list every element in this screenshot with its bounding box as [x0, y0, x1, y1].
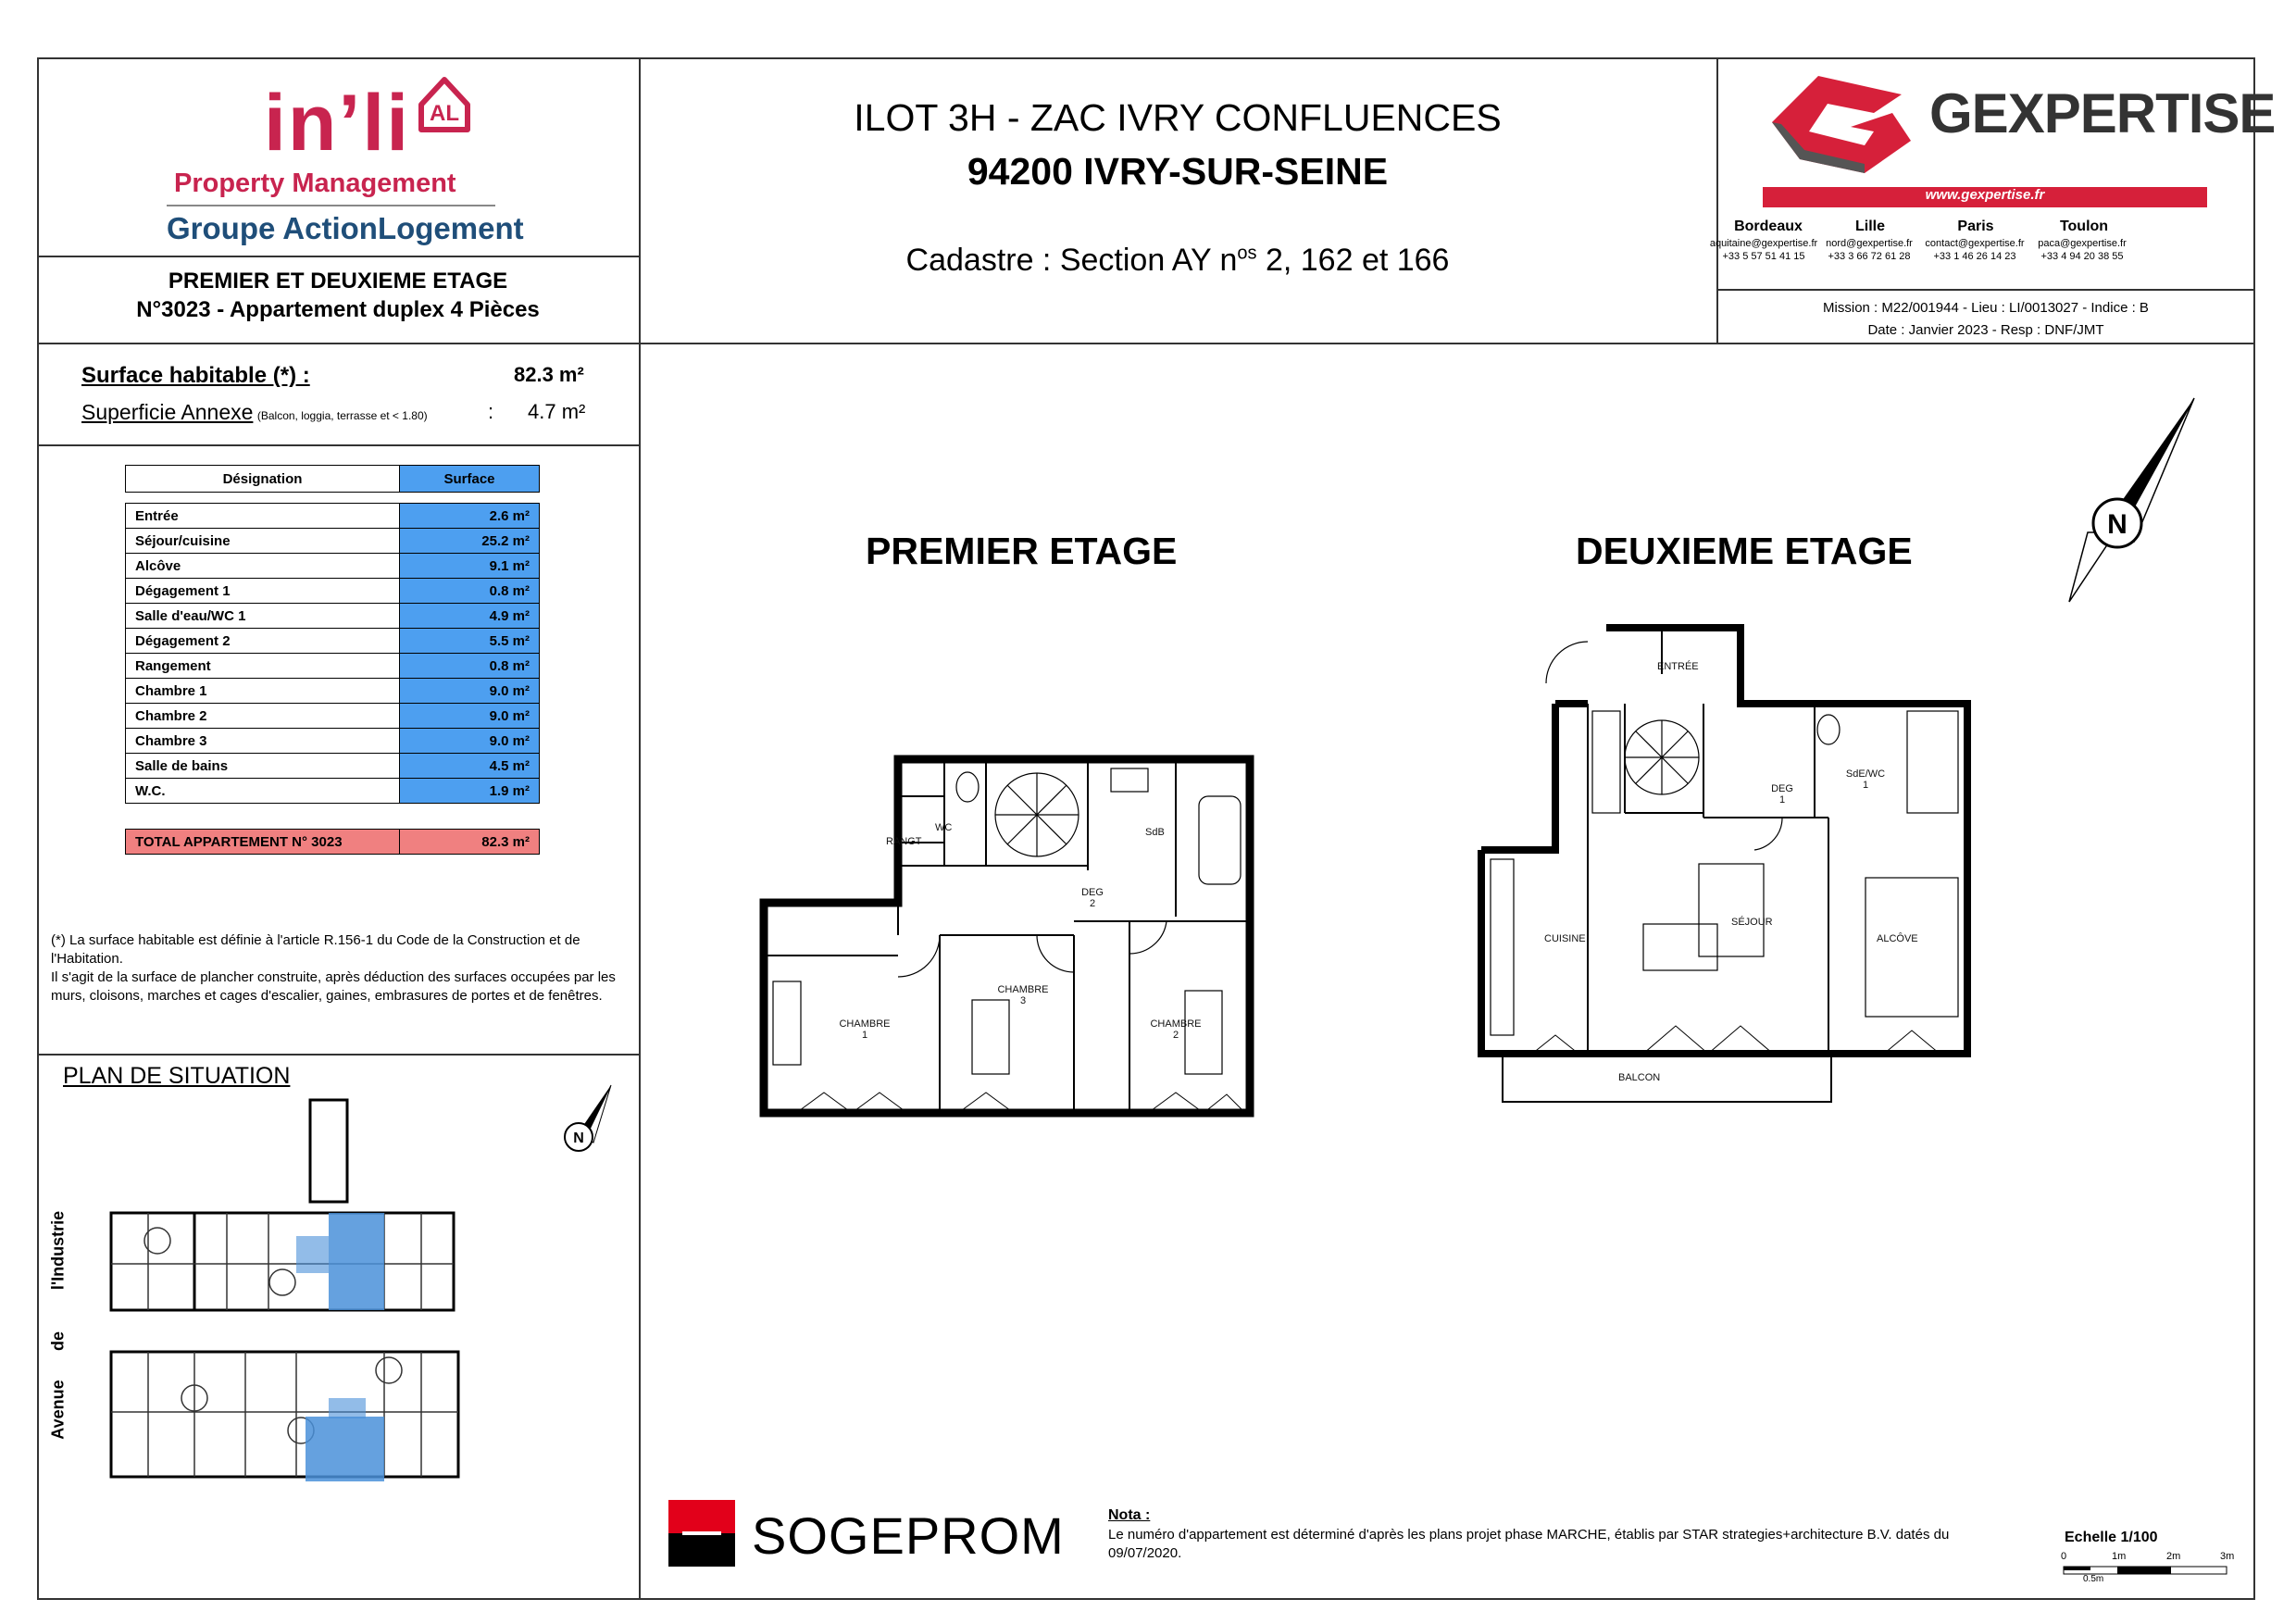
gexpertise-g-icon	[1763, 67, 1948, 178]
table-row	[126, 754, 540, 779]
inli-logo	[148, 72, 524, 248]
surface-table-rows	[125, 503, 540, 804]
row-label: Chambre 1	[126, 679, 400, 704]
divider	[37, 444, 639, 446]
annexe-row	[81, 400, 428, 425]
situation-title: PLAN DE SITUATION	[63, 1063, 291, 1089]
scale-half: 0.5m	[2083, 1574, 2104, 1584]
room-label: DEG 2	[1081, 887, 1104, 909]
date-info: Date : Janvier 2023 - Resp : DNF/JMT	[1867, 322, 2104, 338]
footnote-line2: Il s'agit de la surface de plancher construite, après déduction des surfaces occupées par les murs, cloisons, marches et cages d'escalier, gaines, embrasures de portes et de fenêtres.	[51, 969, 616, 1004]
row-label: Salle d'eau/WC 1	[126, 604, 400, 629]
room-label: WC	[935, 822, 953, 833]
situation-north-icon	[551, 1081, 616, 1156]
footnote	[51, 931, 625, 1006]
table-row	[126, 779, 540, 804]
office-phone: +33 1 46 26 14 23	[1933, 251, 2016, 262]
total-table	[125, 829, 540, 855]
apartment-description: N°3023 - Appartement duplex 4 Pièces	[136, 297, 540, 322]
situation-north-label: N	[573, 1131, 584, 1146]
row-label: Séjour/cuisine	[126, 529, 400, 554]
total-value: 82.3 m²	[400, 830, 540, 855]
situation-plan	[106, 1093, 560, 1565]
office-email: paca@gexpertise.fr	[2038, 238, 2127, 249]
room-label: ALCÔVE	[1877, 933, 1918, 944]
scale-tick: 0	[2061, 1551, 2067, 1562]
gexpertise-website-bar	[1763, 187, 2207, 207]
total-row	[126, 830, 540, 855]
sogeprom-logo-top	[668, 1500, 735, 1533]
divider	[37, 1054, 639, 1056]
gexpertise-brand: GEXPERTISE	[1929, 82, 2276, 144]
row-value: 5.5 m²	[400, 629, 540, 654]
street-word: de	[48, 1331, 68, 1352]
row-label: Dégagement 2	[126, 629, 400, 654]
row-value: 4.5 m²	[400, 754, 540, 779]
cadastre-prefix: Cadastre : Section AY n	[905, 243, 1238, 278]
total-label: TOTAL APPARTEMENT N° 3023	[126, 830, 400, 855]
sogeprom-logo	[668, 1500, 735, 1567]
north-label: N	[2107, 509, 2128, 540]
table-row	[126, 629, 540, 654]
cadastre-sup: os	[1237, 243, 1257, 264]
street-word: l'Industrie	[48, 1210, 68, 1291]
row-value: 1.9 m²	[400, 779, 540, 804]
habitable-label: Surface habitable (*) :	[81, 363, 310, 388]
annexe-value: 4.7 m²	[528, 400, 586, 423]
gexpertise-logo	[1709, 57, 2276, 289]
street-word: Avenue	[48, 1380, 68, 1440]
row-value: 0.8 m²	[400, 654, 540, 679]
office-phone: +33 4 94 20 38 55	[2040, 251, 2124, 262]
office-city: Paris	[1957, 219, 1994, 234]
annexe-label: Superficie Annexe	[81, 400, 254, 424]
office-city: Lille	[1854, 219, 1885, 234]
note-text: Le numéro d'appartement est déterminé d'après les plans projet phase MARCHE, établis par STAR strategies+architecture B.V. datés du 09/07/2020.	[1108, 1527, 1950, 1561]
surface-table	[125, 465, 540, 493]
office-phone: +33 3 66 72 61 28	[1828, 251, 1911, 262]
second-floor-plan	[1477, 618, 1977, 1109]
scale-title: Echelle 1/100	[2065, 1530, 2158, 1545]
row-label: W.C.	[126, 779, 400, 804]
groupe-prefix: Groupe Action	[167, 211, 378, 245]
room-label: CUISINE	[1544, 933, 1586, 944]
office-city: Toulon	[2059, 219, 2109, 234]
table-row	[126, 579, 540, 604]
office-phone: +33 5 57 51 41 15	[1722, 251, 1805, 262]
first-floor-title: PREMIER ETAGE	[866, 530, 1178, 572]
groupe-action-logement	[167, 211, 524, 246]
table-row	[126, 704, 540, 729]
sogeprom-logo-bottom	[668, 1533, 735, 1567]
room-label: CHAMBRE 2	[1150, 1018, 1202, 1041]
annexe-colon: :	[488, 400, 494, 423]
divider	[37, 343, 2255, 344]
table-row	[126, 729, 540, 754]
row-label: Rangement	[126, 654, 400, 679]
row-label: Chambre 3	[126, 729, 400, 754]
row-value: 25.2 m²	[400, 529, 540, 554]
north-arrow-icon	[2051, 394, 2208, 606]
room-label: CHAMBRE 3	[997, 984, 1049, 1006]
property-management: Property Management	[174, 169, 456, 198]
row-value: 9.1 m²	[400, 554, 540, 579]
table-row	[126, 504, 540, 529]
divider	[639, 57, 641, 1600]
room-label: SÉJOUR	[1731, 917, 1773, 928]
col-surface: Surface	[400, 466, 540, 493]
room-label: CHAMBRE 1	[839, 1018, 891, 1041]
inli-wordmark: in’li	[264, 79, 411, 168]
al-badge-text: AL	[430, 101, 459, 126]
table-row	[126, 654, 540, 679]
city-title: 94200 IVRY-SUR-SEINE	[967, 150, 1389, 193]
room-label: DEG 1	[1771, 783, 1793, 806]
second-floor-title: DEUXIEME ETAGE	[1576, 530, 1913, 572]
mission-info: Mission : M22/001944 - Lieu : LI/0013027 - Indice : B	[1823, 300, 2149, 316]
groupe-suffix: Logement	[377, 211, 524, 245]
divider	[1716, 289, 2255, 291]
row-value: 9.0 m²	[400, 729, 540, 754]
room-label: BALCON	[1618, 1072, 1661, 1083]
cadastre	[639, 243, 1716, 279]
habitable-value: 82.3 m²	[514, 363, 584, 386]
logo-separator	[167, 205, 495, 206]
office-email: nord@gexpertise.fr	[1826, 238, 1913, 249]
row-value: 9.0 m²	[400, 679, 540, 704]
al-badge-icon	[412, 72, 477, 137]
row-value: 9.0 m²	[400, 704, 540, 729]
cadastre-suffix: 2, 162 et 166	[1256, 243, 1450, 278]
row-label: Dégagement 1	[126, 579, 400, 604]
room-label: RANGT	[886, 836, 922, 847]
row-label: Entrée	[126, 504, 400, 529]
row-value: 2.6 m²	[400, 504, 540, 529]
first-floor-plan	[759, 750, 1259, 1120]
row-value: 4.9 m²	[400, 604, 540, 629]
note-title: Nota :	[1108, 1507, 1151, 1523]
table-row	[126, 529, 540, 554]
scale-tick: 2m	[2166, 1551, 2181, 1562]
office-city: Bordeaux	[1734, 219, 1803, 234]
annexe-note: (Balcon, loggia, terrasse et < 1.80)	[256, 409, 428, 422]
room-label: ENTRÉE	[1657, 661, 1699, 672]
office-email: aquitaine@gexpertise.fr	[1709, 238, 1818, 249]
table-row	[126, 604, 540, 629]
row-label: Chambre 2	[126, 704, 400, 729]
col-designation: Désignation	[126, 466, 400, 493]
row-label: Alcôve	[126, 554, 400, 579]
street-label	[44, 1204, 72, 1444]
row-label: Salle de bains	[126, 754, 400, 779]
divider	[37, 256, 639, 257]
room-label: SdE/WC 1	[1845, 768, 1886, 791]
table-row	[126, 554, 540, 579]
footnote-line1: (*) La surface habitable est définie à l'article R.156-1 du Code de la Construction et de l'Habitation.	[51, 932, 580, 967]
row-value: 0.8 m²	[400, 579, 540, 604]
scale-tick: 3m	[2220, 1551, 2235, 1562]
room-label: SdB	[1145, 827, 1165, 838]
sogeprom-logo-line	[682, 1531, 721, 1535]
scale-tick: 1m	[2112, 1551, 2127, 1562]
gexpertise-website[interactable]: www.gexpertise.fr	[1925, 187, 2045, 203]
project-title: ILOT 3H - ZAC IVRY CONFLUENCES	[854, 96, 1502, 139]
table-row	[126, 679, 540, 704]
sogeprom-wordmark: SOGEPROM	[752, 1506, 1065, 1565]
floors-title: PREMIER ET DEUXIEME ETAGE	[168, 269, 508, 294]
office-email: contact@gexpertise.fr	[1925, 238, 2025, 249]
